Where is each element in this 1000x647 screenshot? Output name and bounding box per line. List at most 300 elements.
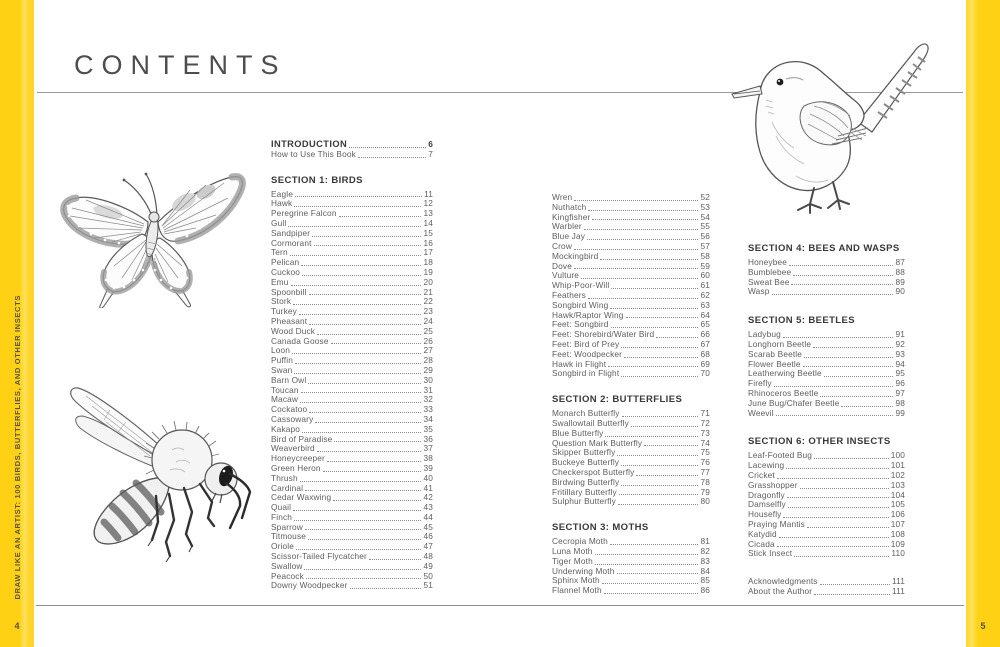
toc-entry-page: 39 — [423, 462, 433, 473]
toc-dot-leader — [339, 216, 422, 217]
toc-entry-page: 17 — [423, 247, 433, 258]
toc-entry-label: Green Heron — [271, 462, 321, 473]
toc-entry-page: 100 — [890, 450, 905, 461]
toc-entry-page: 53 — [700, 201, 710, 212]
toc-entry-label: Blue Jay — [552, 231, 586, 242]
toc-entry — [748, 587, 905, 597]
toc-entry-page: 38 — [423, 453, 433, 464]
toc-entry-label: Flannel Moth — [552, 585, 602, 596]
toc-entry-label: Tiger Moth — [552, 555, 593, 566]
toc-entry — [271, 356, 433, 366]
toc-entry-label: Acknowledgments — [748, 576, 818, 587]
toc-dot-leader — [302, 432, 421, 433]
toc-entry-page: 77 — [700, 466, 710, 477]
toc-entry-page: 25 — [423, 325, 433, 336]
toc-entry-label: Feet: Bird of Prey — [552, 338, 620, 349]
toc-dot-leader — [814, 458, 889, 459]
toc-entry-label: Underwing Moth — [552, 565, 615, 576]
toc-entry-page: 55 — [700, 221, 710, 232]
toc-dot-leader — [783, 517, 888, 518]
page-title: CONTENTS — [74, 50, 287, 80]
toc-entry-label: Cicada — [748, 538, 775, 549]
toc-dot-leader — [306, 578, 422, 579]
toc-entry-page: 110 — [891, 548, 905, 559]
toc-entry-label: Thrush — [271, 472, 298, 483]
toc-dot-leader — [618, 504, 699, 505]
toc-entry-page: 47 — [423, 541, 433, 552]
toc-dot-leader — [820, 584, 890, 585]
toc-entry — [748, 278, 905, 288]
toc-dot-leader — [304, 569, 421, 570]
toc-block — [271, 140, 433, 160]
toc-entry-page: 57 — [700, 240, 710, 251]
toc-dot-leader — [291, 285, 422, 286]
toc-entry-page: 6 — [428, 139, 433, 149]
toc-dot-leader — [604, 593, 699, 594]
toc-entry-page: 29 — [423, 364, 433, 375]
toc-entry — [271, 268, 433, 278]
toc-entry — [271, 503, 433, 513]
toc-dot-leader — [595, 564, 699, 565]
toc-entry-label: Longhorn Beetle — [748, 338, 812, 349]
toc-dot-leader — [777, 546, 889, 547]
toc-entry-label: Cormorant — [271, 237, 312, 248]
toc-entry-label: Bumblebee — [748, 266, 792, 277]
toc-entry-label: Peregrine Falcon — [271, 208, 337, 219]
toc-entry-label: Weevil — [748, 407, 774, 418]
toc-entry-page: 95 — [895, 368, 905, 379]
toc-dot-leader — [621, 465, 698, 466]
toc-entry-page: 49 — [423, 560, 433, 571]
toc-entry — [552, 586, 710, 596]
toc-dot-leader — [794, 556, 889, 557]
honeybee-illustration — [66, 376, 264, 568]
toc-entry-label: Kakapo — [271, 423, 301, 434]
toc-entry-label: Cecropia Moth — [552, 536, 608, 547]
toc-entry-label: Turkey — [271, 306, 297, 317]
toc-entry-page: 88 — [895, 266, 905, 277]
toc-entry-page: 43 — [423, 502, 433, 513]
toc-block — [552, 522, 710, 596]
toc-dot-leader — [595, 554, 699, 555]
toc-entry-page: 45 — [423, 521, 433, 532]
toc-entry-page: 84 — [700, 565, 710, 576]
toc-entry-label: Sweat Bee — [748, 276, 790, 287]
toc-entry-label: Firefly — [748, 378, 772, 389]
toc-entry-page: 26 — [423, 335, 433, 346]
toc-entry-label: Hawk in Flight — [552, 358, 607, 369]
toc-entry-page: 7 — [428, 148, 433, 159]
toc-entry-page: 41 — [423, 482, 433, 493]
toc-entry-label: Cardinal — [271, 482, 304, 493]
toc-entry-page: 50 — [423, 570, 433, 581]
toc-dot-leader — [588, 298, 699, 299]
toc-dot-leader — [334, 441, 421, 442]
toc-entry-label: Cockatoo — [271, 404, 308, 415]
toc-entry — [271, 288, 433, 298]
toc-entry-page: 61 — [700, 280, 710, 291]
toc-entry-label: Ladybug — [748, 329, 781, 340]
toc-entry-label: Quail — [271, 502, 292, 513]
toc-entry-page: 80 — [700, 496, 710, 507]
toc-section-header: SECTION 3: MOTHS — [552, 522, 649, 534]
toc-dot-leader — [617, 455, 698, 456]
toc-dot-leader — [621, 347, 698, 348]
toc-entry-page: 86 — [700, 585, 710, 596]
toc-dot-leader — [774, 386, 894, 387]
toc-entry — [271, 209, 433, 219]
toc-block — [271, 175, 433, 592]
toc-entry-page: 30 — [423, 374, 433, 385]
toc-entry-label: Rhinoceros Beetle — [748, 387, 819, 398]
toc-entry-page: 32 — [423, 394, 433, 405]
toc-entry-label: Titmouse — [271, 531, 307, 542]
toc-entry-label: Spoonbill — [271, 286, 307, 297]
toc-entry-page: 68 — [700, 348, 710, 359]
toc-block — [748, 315, 905, 418]
toc-entry-label: Katydid — [748, 528, 777, 539]
toc-entry-label: Cedar Waxwing — [271, 492, 332, 503]
toc-entry-page: 31 — [423, 384, 433, 395]
toc-dot-leader — [323, 471, 422, 472]
toc-dot-leader — [610, 544, 699, 545]
toc-entry-page: 83 — [700, 555, 710, 566]
toc-entry-label: Bird of Paradise — [271, 433, 333, 444]
toc-entry-label: Swallowtail Butterfly — [552, 417, 629, 428]
toc-entry-label: Macaw — [271, 394, 299, 405]
toc-entry — [271, 493, 433, 503]
toc-entry-label: Hawk/Raptor Wing — [552, 309, 624, 320]
toc-entry-page: 37 — [423, 443, 433, 454]
toc-dot-leader — [309, 294, 422, 295]
toc-entry-page: 42 — [423, 492, 433, 503]
toc-entry-page: 62 — [700, 289, 710, 300]
toc-entry-page: 35 — [423, 423, 433, 434]
toc-entry-page: 66 — [700, 329, 710, 340]
toc-entry-page: 87 — [895, 257, 905, 267]
toc-entry-page: 102 — [890, 469, 905, 480]
toc-entry-label: Barn Owl — [271, 374, 307, 385]
toc-dot-leader — [331, 343, 422, 344]
toc-entry — [271, 150, 433, 160]
toc-dot-leader — [292, 353, 421, 354]
toc-entry-label: Tern — [271, 247, 288, 258]
toc-dot-leader — [333, 500, 421, 501]
toc-entry-page: 34 — [423, 413, 433, 424]
toc-dot-leader — [293, 304, 421, 305]
swallowtail-butterfly-illustration — [56, 170, 248, 308]
toc-block — [552, 394, 710, 507]
toc-dot-leader — [574, 268, 698, 269]
toc-entry-label: Emu — [271, 276, 289, 287]
toc-dot-leader — [296, 549, 421, 550]
toc-entry-page: 54 — [700, 211, 710, 222]
toc-dot-leader — [611, 327, 699, 328]
toc-entry-page: 76 — [700, 457, 710, 468]
toc-dot-leader — [621, 376, 698, 377]
toc-dot-leader — [315, 422, 421, 423]
toc-entry-page: 70 — [700, 368, 710, 379]
toc-dot-leader — [349, 147, 426, 148]
toc-entry-label: Feathers — [552, 289, 586, 300]
toc-dot-leader — [300, 481, 422, 482]
toc-entry-label: Skipper Butterfly — [552, 447, 616, 458]
toc-entry-page: 94 — [895, 358, 905, 369]
toc-dot-leader — [317, 334, 421, 335]
toc-entry-label: Eagle — [271, 188, 293, 199]
left-spine-bar — [0, 0, 34, 647]
toc-dot-leader — [783, 337, 894, 338]
toc-dot-leader — [587, 239, 698, 240]
toc-dot-leader — [301, 392, 422, 393]
toc-dot-leader — [302, 275, 421, 276]
toc-dot-leader — [779, 537, 889, 538]
toc-entry-page: 101 — [890, 460, 905, 471]
toc-entry-label: Buckeye Butterfly — [552, 457, 620, 468]
toc-entry-label: Question Mark Butterfly — [552, 437, 643, 448]
toc-entry-page: 16 — [423, 237, 433, 248]
toc-entry-label: Swan — [271, 364, 293, 375]
toc-entry — [271, 532, 433, 542]
toc-entry-page: 82 — [700, 545, 710, 556]
toc-entry-label: Luna Moth — [552, 545, 593, 556]
toc-entry-page: 69 — [700, 358, 710, 369]
toc-entry-label: June Bug/Chafer Beetle — [748, 397, 840, 408]
toc-entry-page: 15 — [423, 227, 433, 238]
toc-dot-leader — [327, 461, 422, 462]
toc-entry-page: 104 — [890, 489, 905, 500]
toc-dot-leader — [300, 402, 421, 403]
toc-entry — [552, 232, 710, 242]
toc-dot-leader — [369, 559, 422, 560]
toc-entry-page: 103 — [890, 479, 905, 490]
toc-entry-label: Whip-Poor-Will — [552, 280, 610, 291]
toc-dot-leader — [626, 317, 699, 318]
toc-entry-page: 36 — [423, 433, 433, 444]
toc-dot-leader — [608, 366, 698, 367]
toc-dot-leader — [305, 529, 422, 530]
toc-section-header: SECTION 5: BEETLES — [748, 315, 855, 327]
toc-dot-leader — [656, 337, 698, 338]
toc-entry-label: Wasp — [748, 286, 770, 297]
toc-dot-leader — [622, 416, 699, 417]
toc-entry-page: 48 — [423, 551, 433, 562]
toc-entry-label: Stick Insect — [748, 548, 793, 559]
toc-column-3 — [748, 243, 905, 597]
page-number-right: 5 — [980, 621, 986, 631]
toc-entry-label: Pelican — [271, 257, 300, 268]
toc-dot-leader — [804, 357, 893, 358]
toc-dot-leader — [602, 583, 699, 584]
toc-entry — [271, 190, 433, 200]
toc-dot-leader — [841, 406, 893, 407]
toc-dot-leader — [299, 314, 422, 315]
toc-entry-label: Checkerspot Butterfly — [552, 466, 635, 477]
toc-entry-label: Praying Mantis — [748, 518, 805, 529]
toc-dot-leader — [294, 520, 421, 521]
toc-entry-label: Pheasant — [271, 315, 308, 326]
toc-entry-page: 97 — [895, 387, 905, 398]
toc-entry-page: 52 — [700, 192, 710, 202]
toc-dot-leader — [791, 284, 893, 285]
toc-dot-leader — [317, 451, 422, 452]
toc-entry-page: 67 — [700, 338, 710, 349]
toc-entry-label: Weaverbird — [271, 443, 315, 454]
toc-entry-label: Kingfisher — [552, 211, 591, 222]
toc-entry-page: 85 — [700, 575, 710, 586]
toc-entry-label: Canada Goose — [271, 335, 329, 346]
toc-entry — [552, 252, 710, 262]
toc-entry-page: 74 — [700, 437, 710, 448]
toc-entry-label: Downy Woodpecker — [271, 580, 348, 591]
toc-dot-leader — [294, 373, 421, 374]
toc-section-header: SECTION 1: BIRDS — [271, 174, 363, 186]
toc-entry-label: Flower Beetle — [748, 358, 801, 369]
toc-entry-label: Leatherwing Beetle — [748, 368, 822, 379]
toc-entry-label: Nuthatch — [552, 201, 587, 212]
toc-entry-page: 58 — [700, 250, 710, 261]
toc-dot-leader — [293, 510, 421, 511]
toc-dot-leader — [820, 396, 893, 397]
toc-entry-label: Gull — [271, 217, 287, 228]
toc-dot-leader — [636, 475, 698, 476]
toc-dot-leader — [584, 229, 699, 230]
toc-entry-label: Mockingbird — [552, 250, 599, 261]
toc-entry — [271, 239, 433, 249]
toc-entry-label: Warbler — [552, 221, 582, 232]
toc-entry-page: 71 — [700, 408, 710, 419]
toc-entry-label: Hawk — [271, 198, 293, 209]
toc-entry-page: 99 — [895, 407, 905, 418]
toc-section-header: SECTION 6: OTHER INSECTS — [748, 436, 891, 448]
toc-dot-leader — [786, 468, 888, 469]
toc-entry-label: Dragonfly — [748, 489, 785, 500]
toc-dot-leader — [309, 412, 421, 413]
toc-entry-label: Wood Duck — [271, 325, 316, 336]
toc-entry-label: Honeybee — [748, 257, 788, 267]
toc-entry-label: Songbird in Flight — [552, 368, 620, 379]
toc-entry-label: INTRODUCTION — [271, 139, 348, 149]
toc-dot-leader — [789, 265, 893, 266]
toc-dot-leader — [600, 259, 698, 260]
toc-dot-leader — [800, 488, 889, 489]
toc-entry — [271, 346, 433, 356]
toc-entry-label: Oriole — [271, 541, 295, 552]
right-spine-bar — [966, 0, 1000, 647]
toc-entry-page: 75 — [700, 447, 710, 458]
toc-dot-leader — [605, 436, 698, 437]
toc-entry-label: Housefly — [748, 509, 782, 520]
toc-dot-leader — [813, 347, 893, 348]
toc-entry-page: 90 — [895, 286, 905, 297]
toc-entry-page: 78 — [700, 476, 710, 487]
toc-dot-leader — [803, 366, 894, 367]
toc-entry-page: 19 — [423, 266, 433, 277]
toc-entry-label: Loon — [271, 345, 291, 356]
toc-entry-label: Feet: Songbird — [552, 319, 609, 330]
toc-entry-page: 46 — [423, 531, 433, 542]
toc-dot-leader — [592, 219, 698, 220]
toc-entry-page: 63 — [700, 299, 710, 310]
toc-entry — [552, 497, 710, 507]
toc-entry-label: Blue Butterfly — [552, 427, 604, 438]
toc-dot-leader — [314, 245, 422, 246]
toc-dot-leader — [574, 249, 699, 250]
toc-entry-label: Leaf-Footed Bug — [748, 450, 813, 461]
spine-title-wrap — [0, 294, 34, 600]
toc-entry-page: 40 — [423, 472, 433, 483]
toc-dot-leader — [358, 157, 426, 158]
toc-entry-label: Fritillary Butterfly — [552, 486, 617, 497]
toc-entry — [552, 369, 710, 379]
toc-dot-leader — [305, 490, 421, 491]
toc-entry-label: Songbird Wing — [552, 299, 609, 310]
toc-entry-label: How to Use This Book — [271, 148, 356, 159]
toc-entry-page: 105 — [890, 499, 905, 510]
toc-dot-leader — [807, 527, 889, 528]
toc-entry-label: Sulphur Butterfly — [552, 496, 616, 507]
toc-entry-page: 27 — [423, 345, 433, 356]
toc-entry-label: Feet: Woodpecker — [552, 348, 623, 359]
toc-entry-page: 108 — [890, 528, 905, 539]
toc-entry-label: Dove — [552, 260, 572, 271]
toc-entry-label: Puffin — [271, 355, 293, 366]
toc-dot-leader — [308, 383, 421, 384]
toc-entry-page: 13 — [423, 208, 433, 219]
toc-entry-label: Feet: Shorebird/Water Bird — [552, 329, 655, 340]
toc-entry-label: Sparrow — [271, 521, 303, 532]
toc-block — [552, 193, 710, 379]
toc-entry-page: 44 — [423, 511, 433, 522]
toc-dot-leader — [295, 196, 422, 197]
toc-entry-page: 64 — [700, 309, 710, 320]
toc-entry-page: 12 — [423, 198, 433, 209]
toc-entry — [748, 549, 905, 559]
page-number-left: 4 — [14, 621, 20, 631]
toc-dot-leader — [350, 588, 422, 589]
toc-column-2 — [552, 193, 710, 596]
toc-entry-page: 111 — [891, 576, 905, 587]
toc-section-header: SECTION 2: BUTTERFLIES — [552, 394, 683, 406]
toc-entry-page: 81 — [700, 536, 710, 547]
toc-entry-page: 18 — [423, 257, 433, 268]
toc-entry-page: 72 — [700, 417, 710, 428]
toc-entry-label: Birdwing Butterfly — [552, 476, 620, 487]
toc-entry-page: 23 — [423, 306, 433, 317]
toc-dot-leader — [308, 539, 421, 540]
toc-dot-leader — [621, 485, 698, 486]
toc-entry-page: 73 — [700, 427, 710, 438]
toc-entry-label: Stork — [271, 296, 292, 307]
toc-entry-page: 59 — [700, 260, 710, 271]
toc-dot-leader — [788, 507, 889, 508]
toc-block — [748, 243, 905, 297]
toc-entry-page: 109 — [890, 538, 905, 549]
toc-section-header: SECTION 4: BEES AND WASPS — [748, 243, 900, 254]
toc-dot-leader — [777, 478, 889, 479]
toc-entry-page: 107 — [890, 518, 905, 529]
toc-dot-leader — [611, 288, 698, 289]
toc-block — [748, 436, 905, 559]
toc-dot-leader — [294, 206, 421, 207]
toc-entry-page: 33 — [423, 404, 433, 415]
toc-entry-page: 21 — [423, 286, 433, 297]
toc-dot-leader — [624, 357, 698, 358]
toc-dot-leader — [301, 265, 421, 266]
toc-entry-page: 98 — [895, 397, 905, 408]
toc-dot-leader — [793, 275, 893, 276]
toc-dot-leader — [290, 255, 422, 256]
